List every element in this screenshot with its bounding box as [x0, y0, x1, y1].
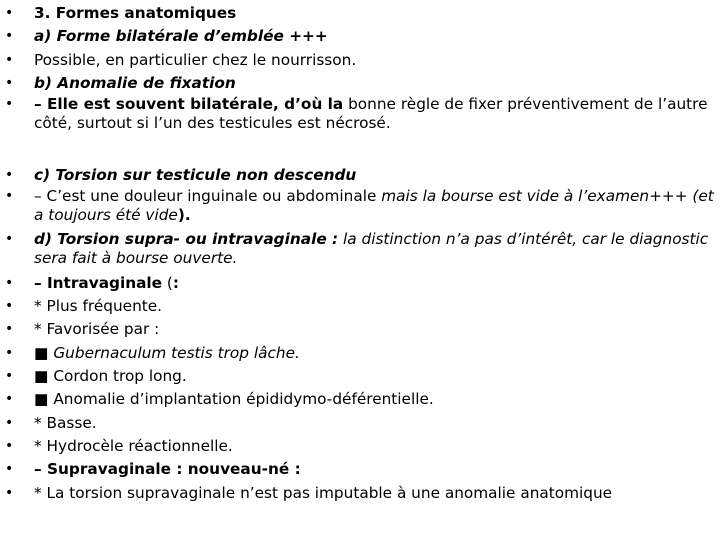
text-segment: ■: [34, 343, 54, 362]
bullet-icon: •: [5, 5, 14, 21]
bullet-icon: •: [5, 167, 14, 183]
text-segment: * Basse.: [34, 413, 97, 432]
text-segment: 3. Formes anatomiques: [34, 4, 237, 22]
bullet-icon: •: [5, 344, 14, 361]
text-segment: Possible, en particulier chez le nourrisson.: [34, 50, 357, 69]
bullet-icon: •: [5, 96, 14, 113]
text-segment: * Favorisée par :: [34, 320, 160, 339]
text-segment: ■ Anomalie d’implantation épididymo-déférentielle.: [34, 390, 434, 409]
list-item: [0, 72, 720, 95]
bullet-icon: •: [5, 298, 14, 315]
text-segment: c) Torsion sur testicule non descendu: [34, 166, 357, 184]
text-segment: b) Anomalie de fixation: [34, 73, 236, 92]
list-item: [0, 365, 720, 388]
text-segment: – C’est une douleur inguinale ou abdominale: [34, 187, 382, 206]
list-item: [0, 342, 720, 365]
list-item: [0, 388, 720, 411]
list-item: [0, 25, 720, 48]
list-item: [0, 458, 720, 481]
list-item: [0, 187, 720, 225]
list-item: [0, 412, 720, 435]
bullet-icon: •: [5, 391, 14, 408]
bullet-icon: •: [5, 51, 14, 68]
text-segment: ).: [177, 206, 191, 225]
bullet-icon: •: [5, 484, 14, 501]
text-segment: :: [172, 273, 180, 292]
list-item: [0, 49, 720, 72]
bullet-icon: •: [5, 368, 14, 385]
bullet-icon: •: [5, 461, 14, 478]
text-segment: a) Forme bilatérale d’emblée +++: [34, 27, 328, 46]
text-segment: la distinction n’a pas d’intérêt, car le diagnostic sera fait à bourse ouverte.: [34, 229, 709, 267]
list-item: [0, 2, 720, 25]
text-segment: * Plus fréquente.: [34, 297, 163, 316]
bullet-icon: •: [5, 414, 14, 431]
bullet-icon: •: [5, 188, 14, 205]
text-segment: ■ Cordon trop long.: [34, 367, 187, 386]
text-segment: Gubernaculum testis trop lâche.: [53, 343, 300, 362]
bullet-icon: •: [5, 321, 14, 338]
bullet-icon: •: [5, 437, 14, 454]
list-item: [0, 318, 720, 341]
bullet-list-formes: [0, 2, 720, 137]
bullet-icon: •: [5, 74, 14, 91]
text-segment: * La torsion supravaginale n’est pas imputable à une anomalie anatomique: [34, 483, 613, 502]
list-item: [0, 95, 720, 133]
text-segment: bonne règle de fixer préventivement de l’autre côté, surtout si l’un des testicules est nécrosé.: [34, 95, 708, 133]
text-segment: – Intravaginale: [34, 273, 163, 292]
text-segment: (: [162, 273, 173, 292]
text-segment: d) Torsion supra- ou intravaginale :: [34, 229, 339, 248]
list-item: [0, 482, 720, 505]
bullet-icon: •: [5, 274, 14, 291]
text-segment: – Supravaginale : nouveau-né :: [34, 460, 301, 479]
list-item: [0, 295, 720, 318]
bullet-icon: •: [5, 230, 14, 247]
list-item: [0, 272, 720, 295]
text-segment: * Hydrocèle réactionnelle.: [34, 436, 233, 455]
list-item: [0, 230, 720, 268]
bullet-list-torsion: [0, 164, 720, 505]
text-segment: mais la bourse est vide à l’examen+++ (et a toujours été vide: [34, 187, 714, 225]
list-item: [0, 164, 720, 187]
text-segment: – Elle est souvent bilatérale, d’où la: [34, 95, 344, 114]
list-item: [0, 435, 720, 458]
bullet-icon: •: [5, 28, 14, 45]
